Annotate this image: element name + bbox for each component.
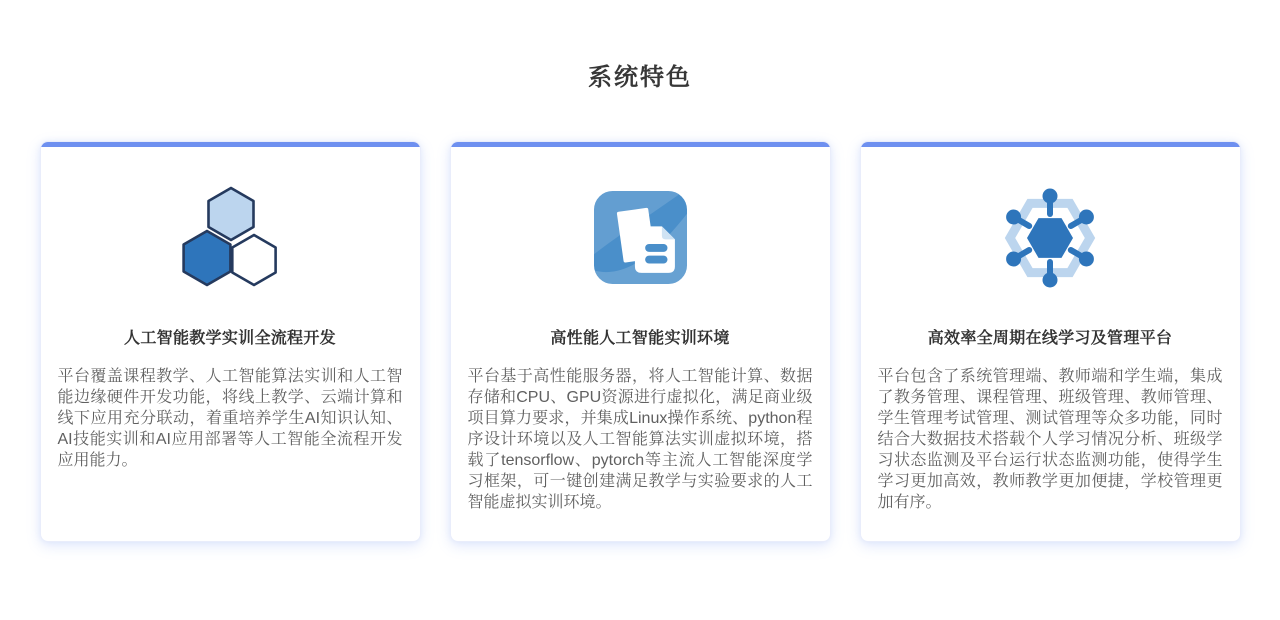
- feature-cards: [0, 141, 1280, 542]
- feature-card-training-env: [450, 141, 831, 542]
- documents-icon: [594, 191, 687, 289]
- card-icon-wrap: [451, 187, 830, 293]
- card-title: 人工智能教学实训全流程开发: [124, 330, 336, 347]
- page-title: 系统特色: [588, 64, 692, 91]
- card-icon-wrap: [861, 187, 1240, 293]
- card-title: 高性能人工智能实训环境: [550, 330, 730, 347]
- card-accent-bar: [451, 142, 830, 147]
- feature-card-online-platform: [860, 141, 1241, 542]
- card-description: 平台覆盖课程教学、人工智能算法实训和人工智能边缘硬件开发功能，将线上教学、云端计算和线下应用充分联动，着重培养学生AI知识认知、AI技能实训和AI应用部署等人工智能全流程开发应用能力。: [57, 368, 403, 469]
- hexagons-icon: [180, 184, 280, 296]
- network-icon: [999, 188, 1101, 293]
- card-accent-bar: [41, 142, 420, 147]
- card-icon-wrap: [41, 187, 420, 293]
- system-features-section: [0, 64, 1280, 620]
- card-accent-bar: [861, 142, 1240, 147]
- card-description: 平台包含了系统管理端、教师端和学生端，集成了教务管理、课程管理、班级管理、教师管理、学生管理考试管理、测试管理等众多功能，同时结合大数据技术搭载个人学习情况分析、班级学习状态监测及平台运行状态监测功能，使得学生学习更加高效，教师教学更加便捷，学校管理更加有序。: [877, 368, 1223, 511]
- feature-card-ai-teaching: [40, 141, 421, 542]
- card-description: 平台基于高性能服务器，将人工智能计算、数据存储和CPU、GPU资源进行虚拟化，满足商业级项目算力要求，并集成Linux操作系统、python程序设计环境以及人工智能算法实训虚拟环境，搭载了tensorflow、pytorch等主流人工智能深度学习框架，可一键创建满足教学与实验要求的人工智能虚拟实训环境。: [467, 368, 813, 511]
- card-title: 高效率全周期在线学习及管理平台: [927, 330, 1173, 347]
